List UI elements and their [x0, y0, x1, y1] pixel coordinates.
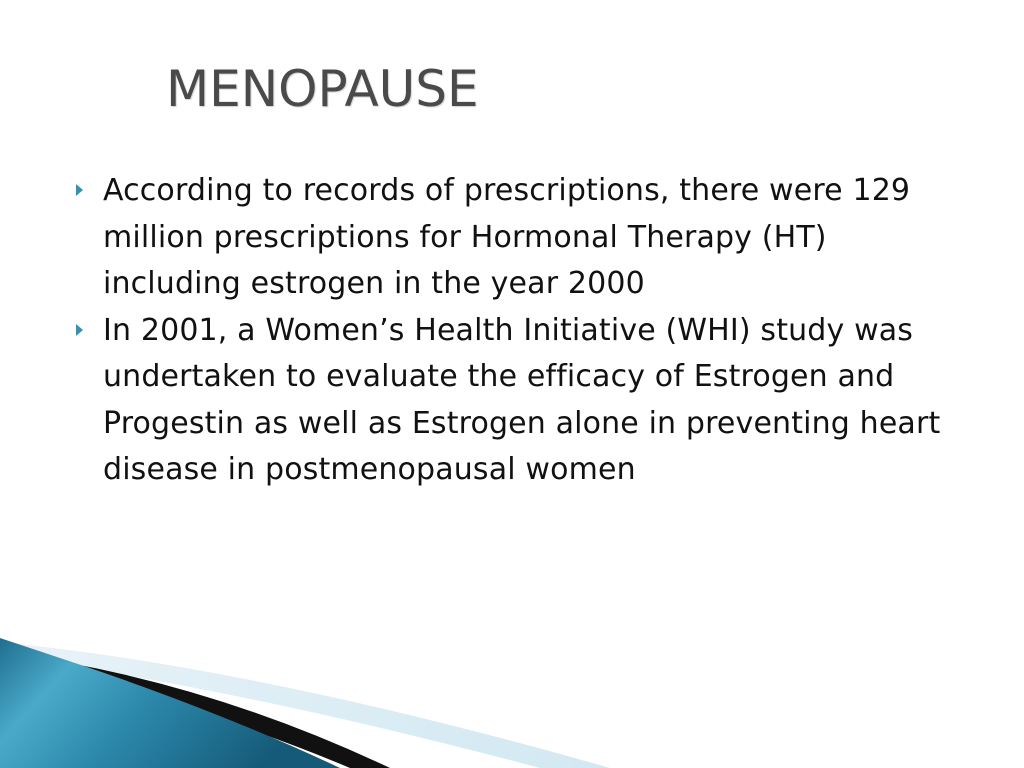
bullet-text: According to records of prescriptions, there were 129 million prescriptions for Hormonal Therapy (HT) including estrogen in the year 2000	[103, 173, 911, 301]
arrow-bullet-icon	[76, 324, 83, 336]
bullet-item-2	[70, 308, 970, 494]
slide-title: MENOPAUSE	[166, 60, 479, 118]
bullet-item-1	[70, 168, 970, 308]
corner-wave-decoration	[0, 638, 1024, 768]
bullet-list	[70, 168, 970, 494]
arrow-bullet-icon	[76, 184, 83, 196]
bullet-text: In 2001, a Women’s Health Initiative (WHI) study was undertaken to evaluate the efficacy of Estrogen and Progestin as well as Estrogen alone in preventing heart disease in postmenopausal women	[103, 312, 941, 487]
